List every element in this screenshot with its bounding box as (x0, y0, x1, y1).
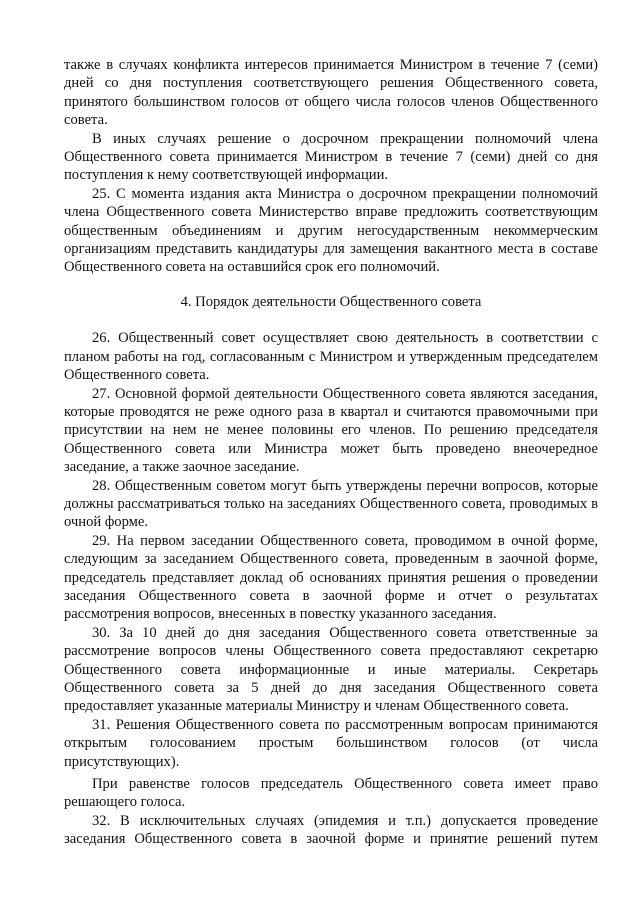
paragraph-31: 31. Решения Общественного совета по рассмотренным вопросам принимаются открытым голосованием простым большинством голосов (от числа присутствующих). (64, 716, 598, 770)
paragraph-25: 25. С момента издания акта Министра о досрочном прекращении полномочий члена Общественного совета Министерство вправе предложить соответствующим общественным объединениям и другим негосударственным некоммерческим организациям представить кандидатуры для замещения вакантного места в составе Общественного совета на оставшийся срок его полномочий. (64, 185, 598, 276)
section-heading: 4. Порядок деятельности Общественного совета (180, 293, 482, 310)
paragraph-tie-vote: При равенстве голосов председатель Общественного совета имеет право решающего голоса. (64, 776, 598, 811)
paragraph-32: 32. В исключительных случаях (эпидемия и т.п.) допускается проведение заседания Общественного совета в заочной форме и принятие решений путем (64, 812, 598, 848)
paragraph-29: 29. На первом заседании Общественного совета, проводимом в очной форме, следующим за заседанием Общественного совета, проведенным в заочной форме, председатель представляет доклад об основаниях принятия решения о проведении заседания Общественного совета в заочной форме и отчет о результатах рассмотрения вопросов, внесенных в повестку указанного заседания. (64, 532, 598, 623)
paragraph-other-cases: В иных случаях решение о досрочном прекращении полномочий члена Общественного совета принимается Министром в течение 7 (семи) дней со дня поступления к нему соответствующей информации. (64, 130, 598, 184)
paragraph-28: 28. Общественным советом могут быть утверждены перечни вопросов, которые должны рассматриваться только на заседаниях Общественного совета, проводимых в очной форме. (64, 477, 598, 531)
document-page (64, 56, 598, 849)
paragraph-27: 27. Основной формой деятельности Общественного совета являются заседания, которые проводятся не реже одного раза в квартал и считаются правомочными при присутствии на нем не менее половины его членов. По решению председателя Общественного совета или Министра может быть проведено внеочередное заседание, а также заочное заседание. (64, 385, 598, 476)
paragraph-30: 30. За 10 дней до дня заседания Общественного совета ответственные за рассмотрение вопросов члены Общественного совета предоставляют секретарю Общественного совета информационные и иные материалы. Секретарь Общественного совета за 5 дней до дня заседания Общественного совета предоставляет указанные материалы Министру и членам Общественного совета. (64, 624, 598, 715)
paragraph-26: 26. Общественный совет осуществляет свою деятельность в соответствии с планом работы на год, согласованным с Министром и утвержденным председателем Общественного совета. (64, 330, 598, 384)
paragraph-continuation: также в случаях конфликта интересов принимается Министром в течение 7 (семи) дней со дня поступления соответствующего решения Общественного совета, принятого большинством голосов от общего числа голосов членов Общественного совета. (64, 57, 598, 129)
